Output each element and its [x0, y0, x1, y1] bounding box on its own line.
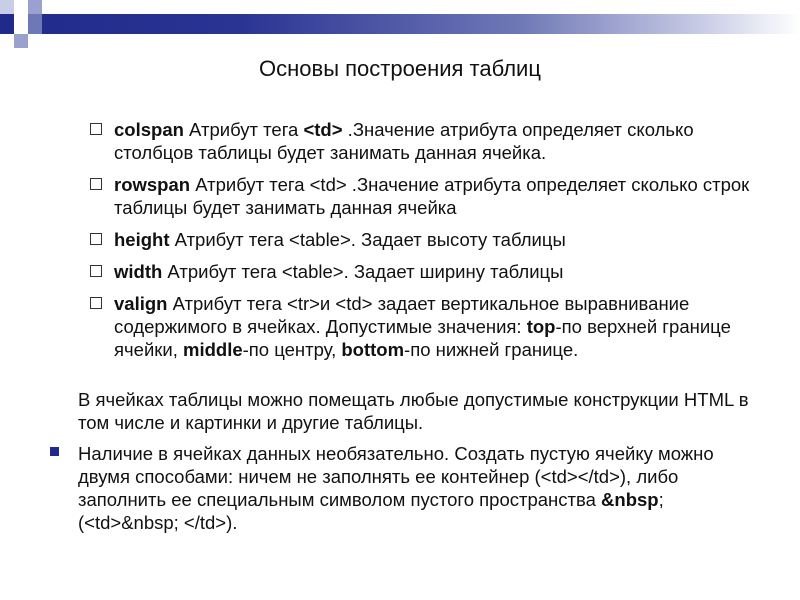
decor-square — [14, 34, 28, 48]
attribute-keyword: valign — [114, 293, 168, 314]
attribute-keyword: width — [114, 261, 163, 282]
attribute-text: -по верхней границе ячейки, — [114, 316, 731, 360]
attribute-list — [90, 118, 760, 370]
filled-square-icon — [50, 447, 59, 456]
attribute-text: Атрибут тега <table>. Задает ширину таблицы — [162, 261, 564, 282]
list-item-empty-cell — [50, 442, 760, 534]
attribute-keyword: height — [114, 229, 170, 250]
attribute-keyword: rowspan — [114, 174, 191, 195]
value-keyword: top — [526, 316, 556, 337]
decor-square — [14, 0, 28, 14]
content-paragraph: В ячейках таблицы можно помещать любые допустимые конструкции HTML в том числе и картинки и другие таблицы. — [78, 389, 749, 433]
hollow-square-icon — [90, 178, 102, 190]
bullet-text: ; (<td>&nbsp; </td>). — [78, 489, 664, 533]
decor-square — [0, 0, 14, 14]
main-bullet-list — [50, 442, 760, 534]
hollow-square-icon — [90, 123, 102, 135]
attribute-text: .Значение атрибута определяет сколько столбцов таблицы будет занимать данная ячейка. — [114, 119, 694, 163]
decor-square — [0, 14, 14, 34]
attribute-text: -по центру, — [242, 339, 342, 360]
attribute-text: Атрибут тега <tr>и <td> задает вертикальное выравнивание содержимого в ячейках. Допустимые значения: — [114, 293, 690, 337]
bullet-text: Наличие в ячейках данных необязательно. Создать пустую ячейку можно двумя способами: ничем не заполнять ее контейнер (<td></td>), либо заполнить ее специальным символом пустого пространства — [78, 443, 714, 510]
value-keyword: middle — [183, 339, 243, 360]
list-item-width — [90, 260, 760, 283]
nbsp-keyword: &nbsp — [601, 489, 659, 510]
hollow-square-icon — [90, 297, 102, 309]
value-keyword: bottom — [341, 339, 405, 360]
attribute-tag: <td> — [303, 119, 343, 140]
attribute-keyword: colspan — [114, 119, 184, 140]
list-item-rowspan — [90, 173, 760, 219]
top-gradient-band — [0, 14, 800, 34]
list-item-height — [90, 228, 760, 251]
decor-square — [14, 14, 28, 34]
attribute-text: Атрибут тега — [183, 119, 304, 140]
decor-square — [28, 34, 42, 48]
attribute-text: Атрибут тега <td> .Значение атрибута определяет сколько строк таблицы будет занимать данная ячейка — [114, 174, 750, 218]
decor-square — [28, 14, 42, 34]
attribute-text: Атрибут тега <table>. Задает высоту таблицы — [169, 229, 566, 250]
attribute-text: -по нижней границе. — [404, 339, 579, 360]
list-item-colspan — [90, 118, 760, 164]
slide-title: Основы построения таблиц — [259, 56, 541, 81]
decor-square — [28, 0, 42, 14]
hollow-square-icon — [90, 265, 102, 277]
list-item-valign — [90, 292, 760, 361]
hollow-square-icon — [90, 233, 102, 245]
